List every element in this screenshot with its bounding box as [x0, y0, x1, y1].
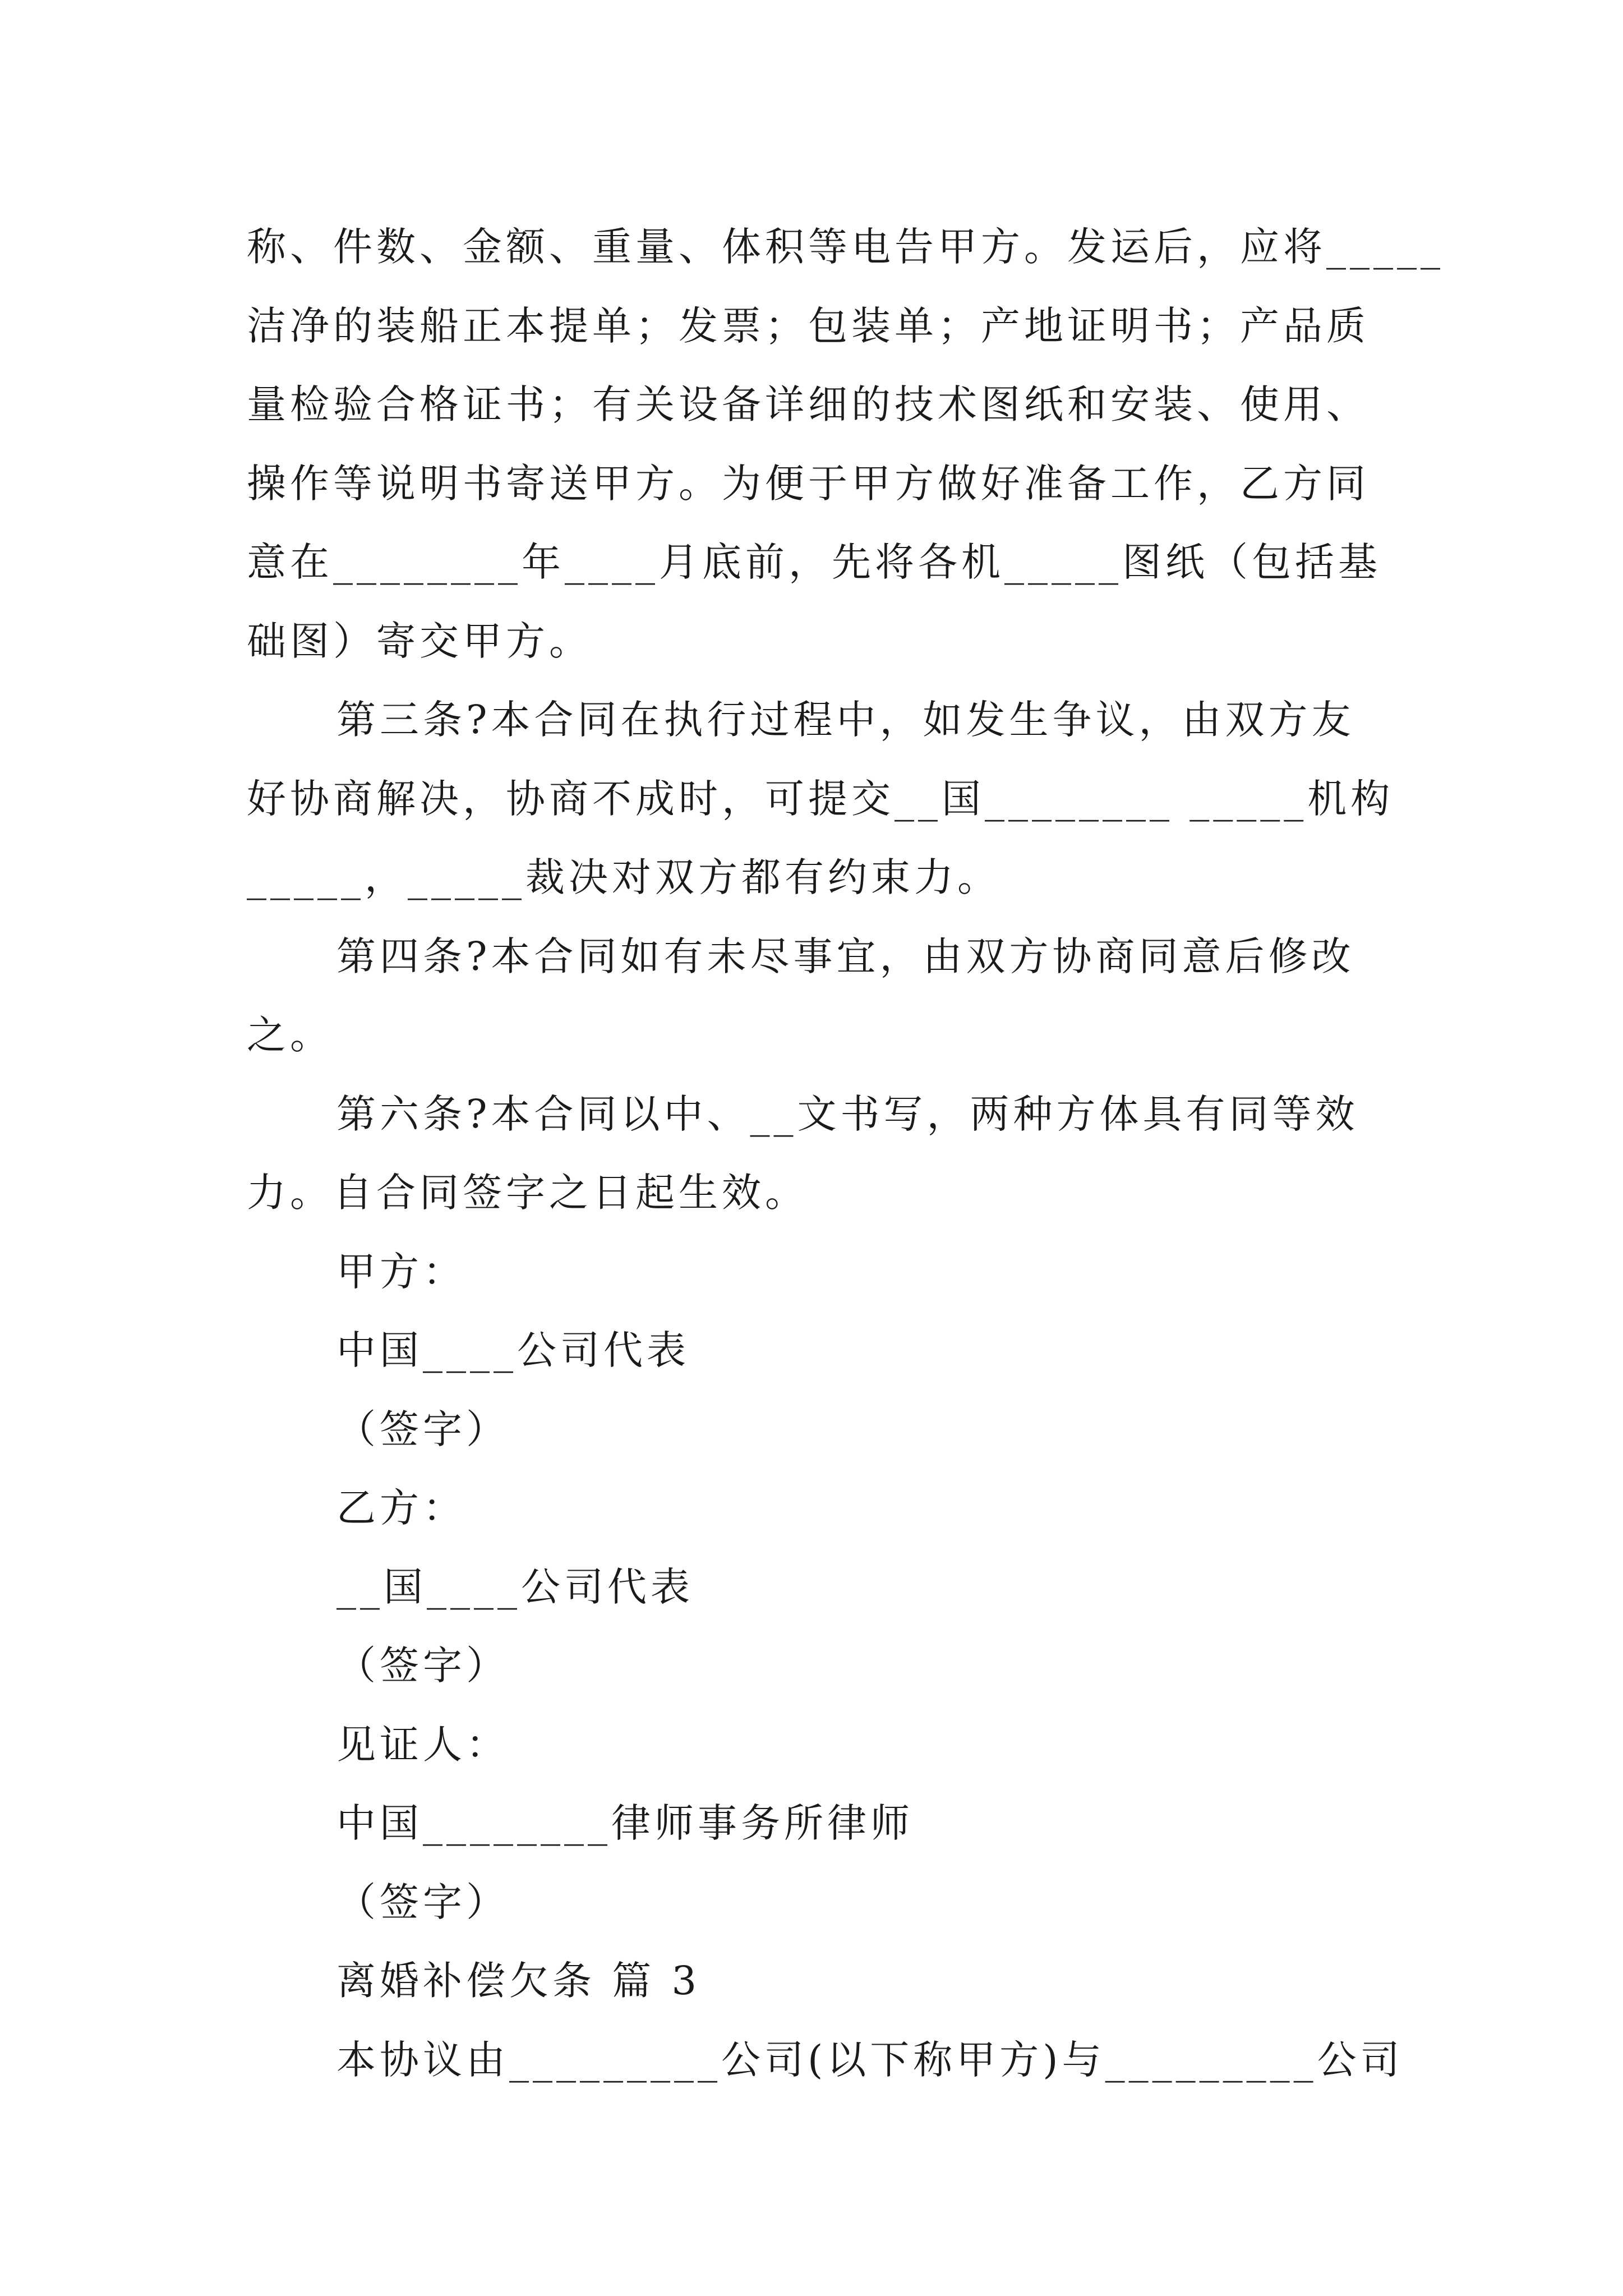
witness-lawyer: 中国________律师事务所律师 [336, 1800, 914, 1846]
text-line: 量检验合格证书；有关设备详细的技术图纸和安装、使用、 [247, 381, 1370, 427]
text-line: 意在________年____月底前，先将各机_____图纸（包括基 [247, 539, 1381, 585]
text-line: 操作等说明书寄送甲方。为便于甲方做好准备工作，乙方同 [247, 461, 1370, 507]
paragraph-start: 第三条?本合同在执行过程中，如发生争议，由双方友 [336, 697, 1355, 743]
text-line: 之。 [247, 1012, 333, 1058]
paragraph-start: 第四条?本合同如有未尽事宜，由双方协商同意后修改 [336, 933, 1355, 979]
party-b-label: 乙方： [336, 1485, 466, 1531]
signature-label: （签字） [336, 1879, 509, 1925]
signature-label: （签字） [336, 1642, 509, 1688]
section-heading: 离婚补偿欠条 篇 3 [336, 1958, 701, 2004]
party-a-representative: 中国____公司代表 [336, 1327, 690, 1373]
text-line: 力。自合同签字之日起生效。 [247, 1170, 808, 1216]
signature-label: （签字） [336, 1406, 509, 1452]
paragraph-start: 第六条?本合同以中、__文书写，两种方体具有同等效 [336, 1091, 1359, 1137]
party-a-label: 甲方： [336, 1249, 466, 1295]
text-line: _____，_____裁决对双方都有约束力。 [247, 854, 1000, 900]
text-line: 好协商解决，协商不成时，可提交__国________ _____机构 [247, 776, 1394, 822]
text-line: 础图）寄交甲方。 [247, 618, 592, 664]
witness-label: 见证人： [336, 1722, 509, 1768]
text-line: 称、件数、金额、重量、体积等电告甲方。发运后，应将_____ [247, 224, 1444, 270]
paragraph-start: 本协议由_________公司(以下称甲方)与_________公司 [336, 2037, 1404, 2083]
party-b-representative: __国____公司代表 [336, 1564, 694, 1610]
text-line: 洁净的装船正本提单；发票；包装单；产地证明书；产品质 [247, 303, 1370, 349]
